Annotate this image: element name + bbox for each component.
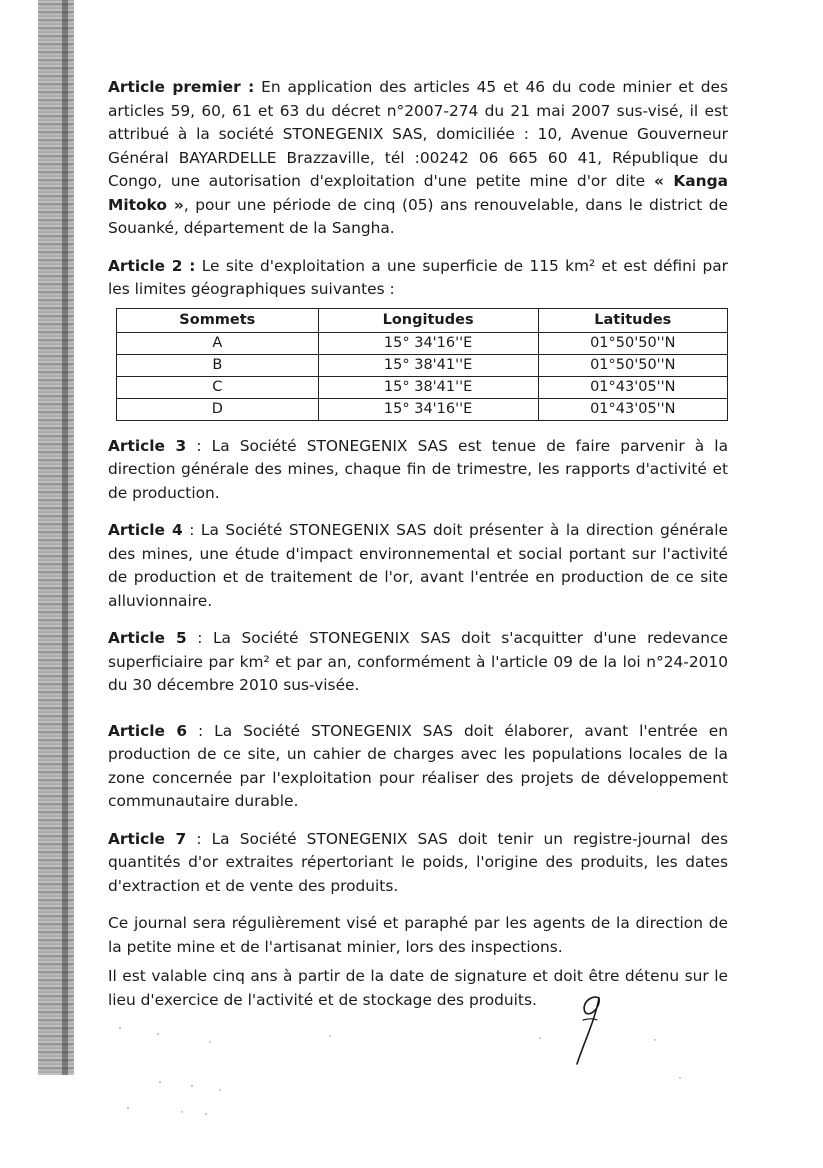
cell-latitude: 01°43'05''N: [538, 398, 727, 420]
cell-sommet: A: [117, 332, 319, 354]
header-latitudes: Latitudes: [538, 308, 727, 332]
article-2-label: Article 2 :: [108, 256, 196, 275]
article-5: [108, 627, 728, 698]
header-sommets: Sommets: [117, 308, 319, 332]
article-6-label: Article 6: [108, 721, 188, 740]
article-4: [108, 519, 728, 613]
scan-binding-shadow: [38, 0, 74, 1075]
document-body: [108, 76, 728, 1026]
article-7-label: Article 7: [108, 829, 187, 848]
article-5-label: Article 5: [108, 629, 187, 647]
mine-name: « Kanga Mitoko »: [108, 172, 728, 214]
cell-latitude: 01°50'50''N: [538, 354, 727, 376]
cell-longitude: 15° 38'41''E: [318, 354, 538, 376]
table-row: [117, 398, 728, 420]
article-premier-text-2: , pour une période de cinq (05) ans renouvelable, dans le district de Souanké, département de la Sangha.: [108, 195, 728, 237]
cell-longitude: 15° 38'41''E: [318, 376, 538, 398]
article-2: [108, 255, 728, 302]
table-row: [117, 354, 728, 376]
article-5-text: : La Société STONEGENIX SAS doit s'acquitter d'une redevance superficiaire par km² et par an, conformément à l'article 09 de la loi n°24-2010 du 30 décembre 2010 sus-visée.: [108, 629, 728, 694]
article-3-text: : La Société STONEGENIX SAS est tenue de faire parvenir à la direction générale des mines, chaque fin de trimestre, les rapports d'activité et de production.: [108, 436, 729, 502]
table-row: [117, 376, 728, 398]
article-premier-text-1: En application des articles 45 et 46 du code minier et des articles 59, 60, 61 et 63 du décret n°2007-274 du 21 mai 2007 sus-visé, il est attribué à la société STONEGENIX SAS, domiciliée : 10, Avenue Gouverneur Général BAYARDELLE Brazzaville, tél :00242 06 665 60 41, République du Congo, une autorisation d'exploitation d'une petite mine d'or dite: [108, 78, 728, 190]
article-3: [108, 435, 728, 506]
cell-longitude: 15° 34'16''E: [318, 332, 538, 354]
cell-latitude: 01°43'05''N: [538, 376, 727, 398]
journal-paragraph: Ce journal sera régulièrement visé et paraphé par les agents de la direction de la petite mine et de l'artisanat minier, lors des inspections.: [108, 914, 728, 956]
scan-binding-edge: [62, 0, 68, 1075]
article-2-text: Le site d'exploitation a une superficie de 115 km² et est défini par les limites géographiques suivantes :: [108, 256, 729, 298]
coordinates-table: [116, 308, 728, 421]
article-6: [108, 720, 728, 814]
table-header-row: [117, 308, 728, 332]
cell-sommet: B: [117, 354, 319, 376]
cell-latitude: 01°50'50''N: [538, 332, 727, 354]
article-premier-label: Article premier :: [108, 78, 255, 96]
cell-longitude: 15° 34'16''E: [318, 398, 538, 420]
article-4-label: Article 4: [108, 521, 183, 539]
article-7-text: : La Société STONEGENIX SAS doit tenir un registre-journal des quantités d'or extraites répertoriant le poids, l'origine des produits, les dates d'extraction et de vente des produits.: [108, 829, 728, 895]
validity-paragraph: Il est valable cinq ans à partir de la date de signature et doit être détenu sur le lieu d'exercice de l'activité et de stockage des produits.: [108, 967, 728, 1009]
table-row: [117, 332, 728, 354]
article-premier: [108, 76, 728, 241]
header-longitudes: Longitudes: [318, 308, 538, 332]
article-4-text: : La Société STONEGENIX SAS doit présenter à la direction générale des mines, une étude d'impact environnemental et social portant sur l'activité de production et de traitement de l'or, avant l'entrée en production de ce site alluvionnaire.: [108, 521, 728, 610]
article-7: [108, 828, 728, 899]
scan-noise: [100, 1020, 700, 1140]
cell-sommet: C: [117, 376, 319, 398]
article-3-label: Article 3: [108, 436, 187, 455]
cell-sommet: D: [117, 398, 319, 420]
article-6-text: : La Société STONEGENIX SAS doit élaborer, avant l'entrée en production de ce site, un cahier de charges avec les populations locales de la zone concernée par l'exploitation pour réaliser des projets de développement communautaire durable.: [108, 721, 728, 810]
